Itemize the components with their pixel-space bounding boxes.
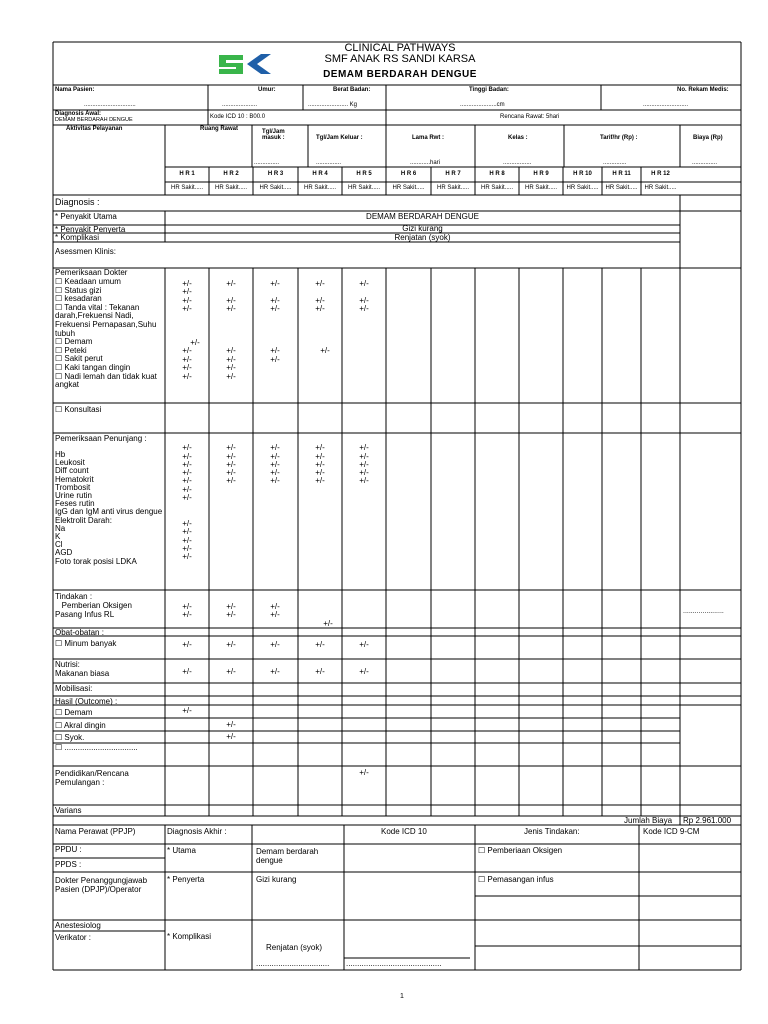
label-aktivitas-pelayanan: Aktivitas Pelayanan [66,126,123,132]
plus-minus-mark[interactable]: +/- [359,452,369,461]
plus-minus-mark[interactable]: +/- [270,468,280,477]
kode-icd-10: Kode ICD 10 : B00.0 [210,114,266,120]
value-komplikasi: Renjatan (syok) [394,233,451,242]
plus-minus-mark[interactable]: +/- [182,485,192,494]
field-tarif[interactable]: .............. [603,160,627,166]
day-sakit-field-12[interactable]: HR Sakit..... [644,185,677,191]
label-obat: Obat-obatan : [55,628,104,637]
label-asesmen-klinis: Asessmen Klinis: [55,247,116,256]
plus-minus-mark[interactable]: +/- [226,304,236,313]
value-diagnosis-awal: DEMAM BERDARAH DENGUE [55,117,133,123]
day-header-6: H R 6 [400,171,417,177]
plus-minus-mark[interactable]: +/- [315,667,325,676]
field-tinggi[interactable]: ......................cm [460,102,505,108]
plus-minus-mark[interactable]: +/- [182,706,192,715]
plus-minus-mark[interactable]: +/- [320,346,330,355]
plus-minus-mark[interactable]: +/- [226,443,236,452]
day-sakit-field-11[interactable]: HR Sakit..... [605,185,638,191]
plus-minus-mark[interactable]: +/- [182,667,192,676]
field-tgl-masuk[interactable]: ............... [254,160,280,166]
plus-minus-mark[interactable]: +/- [323,619,333,628]
plus-minus-mark[interactable]: +/- [359,667,369,676]
plus-minus-mark[interactable]: +/- [182,296,192,305]
day-sakit-field-8[interactable]: HR Sakit..... [480,185,513,191]
label-ruang-rawat: Ruang Rawat [200,126,239,132]
day-header-9: H R 9 [533,171,549,177]
list-pemeriksaan-penunjang: Hb Leukosit Diff count Hematokrit Trombosit Urine rutin Feses rutin IgG dan IgM anti virus dengue Elektrolit Darah: Na K Cl AGD Foto torak posisi LDKA [55,450,163,566]
label-ppds: PPDS : [55,860,82,869]
day-sakit-field-2[interactable]: HR Sakit..... [214,185,247,191]
plus-minus-mark[interactable]: +/- [359,768,369,777]
plus-minus-mark[interactable]: +/- [226,452,236,461]
plus-minus-mark[interactable]: +/- [315,443,325,452]
plus-minus-mark[interactable]: +/- [270,602,280,611]
label-syok: ☐ Syok. [55,733,85,742]
plus-minus-mark[interactable]: +/- [182,527,192,536]
plus-minus-mark[interactable]: +/- [182,346,192,355]
plus-minus-mark[interactable]: +/- [270,460,280,469]
day-sakit-field-4[interactable]: HR Sakit..... [303,185,336,191]
label-nama-perawat: Nama Perawat (PPJP) [55,827,136,836]
plus-minus-mark[interactable]: +/- [270,476,280,485]
plus-minus-mark[interactable]: +/- [270,304,280,313]
label-nama-pasien: Nama Pasien: [55,87,95,93]
label-berat: Berat Badan: [333,87,371,93]
field-tgl-keluar[interactable]: ............... [316,160,342,166]
label-mobilisasi: Mobilisasi: [55,684,93,693]
label-komplikasi-footer: * Komplikasi [167,932,212,941]
day-sakit-field-3[interactable]: HR Sakit..... [259,185,292,191]
label-penyerta: * Penyerta [167,875,205,884]
plus-minus-mark[interactable]: +/- [359,296,369,305]
title-disease: DEMAM BERDARAH DENGUE [323,69,477,80]
field-hasil-lain[interactable]: ☐ ................................. [55,743,138,752]
value-penyerta: Gizi kurang [256,875,297,884]
plus-minus-mark[interactable]: +/- [359,476,369,485]
day-header-5: H R 5 [356,171,372,177]
plus-minus-mark[interactable]: +/- [182,443,192,452]
plus-minus-mark[interactable]: +/- [182,544,192,553]
plus-minus-mark[interactable]: +/- [270,610,280,619]
field-tindakan-biaya[interactable]: ..................... [683,608,724,615]
plus-minus-mark[interactable]: +/- [182,468,192,477]
day-header-11: H R 11 [612,171,631,177]
plus-minus-mark[interactable]: +/- [190,338,200,347]
field-rekam-medis[interactable]: ........................... [643,102,689,108]
label-pemeriksaan-dokter: Pemeriksaan Dokter [55,268,128,277]
plus-minus-mark[interactable]: +/- [182,610,192,619]
plus-minus-mark[interactable]: +/- [226,363,236,372]
label-biaya: Biaya (Rp) [693,135,723,141]
plus-minus-mark[interactable]: +/- [226,279,236,288]
label-pendidikan: Pendidikan/Rencana Pemulangan : [55,769,129,787]
plus-minus-mark[interactable]: +/- [315,476,325,485]
day-header-12: H R 12 [651,171,670,177]
label-tgl-keluar: Tgl/Jam Keluar : [316,135,363,141]
plus-minus-mark[interactable]: +/- [226,355,236,364]
plus-minus-mark[interactable]: +/- [226,732,236,741]
plus-minus-mark[interactable]: +/- [359,304,369,313]
label-tarif: Tarif/hr (Rp) : [600,135,638,141]
plus-minus-mark[interactable]: +/- [182,452,192,461]
field-lama-rawat[interactable]: ............hari [410,160,441,166]
plus-minus-mark[interactable]: +/- [182,536,192,545]
plus-minus-mark[interactable]: +/- [226,468,236,477]
plus-minus-mark[interactable]: +/- [359,640,369,649]
plus-minus-mark[interactable]: +/- [182,363,192,372]
hospital-logo [217,52,279,76]
plus-minus-mark[interactable]: +/- [270,667,280,676]
label-lama-rawat: Lama Rwt : [412,135,445,141]
plus-minus-mark[interactable]: +/- [182,476,192,485]
day-header-4: H R 4 [312,171,328,177]
label-verikator: Verikator : [55,933,92,942]
day-header-2: H R 2 [223,171,239,177]
title-department: SMF ANAK RS SANDI KARSA [324,53,476,65]
label-pemeriksaan-penunjang: Pemeriksaan Penunjang : [55,434,147,443]
day-header-10: H R 10 [573,171,592,177]
plus-minus-mark[interactable]: +/- [182,552,192,561]
plus-minus-mark[interactable]: +/- [182,519,192,528]
plus-minus-mark[interactable]: +/- [182,493,192,502]
title-clinical-pathways: CLINICAL PATHWAYS [344,42,456,54]
day-sakit-field-9[interactable]: HR Sakit..... [524,185,557,191]
label-hasil: Hasil (Outcome) : [55,697,118,706]
label-diagnosis-awal: Diagnosis Awal: [55,111,102,117]
field-footer-dots-2[interactable]: ........................................... [346,959,442,968]
label-makanan-biasa: Makanan biasa [55,669,110,678]
label-demam: ☐ Demam [55,708,93,717]
day-header-3: H R 3 [267,171,284,177]
plus-minus-mark[interactable]: +/- [270,443,280,452]
plus-minus-mark[interactable]: +/- [226,667,236,676]
plus-minus-mark[interactable]: +/- [315,460,325,469]
label-utama: * Utama [167,846,196,855]
plus-minus-mark[interactable]: +/- [359,443,369,452]
field-nama-pasien[interactable]: ............................... [84,102,136,108]
value-penyakit-penyerta: Gizi kurang [402,224,443,233]
label-tinggi: Tinggi Badan: [469,87,509,93]
list-tindakan: Pemberian Oksigen Pasang Infus RL [55,601,132,619]
plus-minus-mark[interactable]: +/- [226,602,236,611]
day-header-7: H R 7 [445,171,461,177]
label-pemberian-oksigen: ☐ Pemberiaan Oksigen [478,846,563,855]
label-kode-icd10: Kode ICD 10 [381,827,427,836]
label-kelas: Kelas : [508,135,528,141]
plus-minus-mark[interactable]: +/- [270,355,280,364]
plus-minus-mark[interactable]: +/- [270,346,280,355]
plus-minus-mark[interactable]: +/- [182,355,192,364]
plus-minus-mark[interactable]: +/- [315,640,325,649]
label-penyakit-penyerta: * Penyakit Penyerta [55,225,126,234]
label-dpjp: Dokter Penanggungjawab Pasien (DPJP)/Operator [55,876,148,894]
plus-minus-mark[interactable]: +/- [226,476,236,485]
plus-minus-mark[interactable]: +/- [226,296,236,305]
label-umur: Umur: [258,87,276,93]
value-utama: Demam berdarah dengue [256,847,319,865]
label-nutrisi: Nutrisi: [55,660,80,669]
label-penyakit-utama: * Penyakit Utama [55,212,117,221]
plus-minus-mark[interactable]: +/- [226,372,236,381]
day-sakit-field-5[interactable]: HR Sakit..... [347,185,380,191]
plus-minus-mark[interactable]: +/- [315,304,325,313]
label-konsultasi: ☐ Konsultasi [55,405,102,414]
label-ppdu: PPDU : [55,845,82,854]
plus-minus-mark[interactable]: +/- [226,720,236,729]
field-kelas[interactable]: ................. [503,160,532,166]
plus-minus-mark[interactable]: +/- [182,372,192,381]
label-kode-icd9: Kode ICD 9-CM [643,827,700,836]
field-footer-dots-1[interactable]: ................................. [256,959,330,968]
day-sakit-field-1[interactable]: HR Sakit..... [170,185,203,191]
value-penyakit-utama: DEMAM BERDARAH DENGUE [366,212,479,221]
plus-minus-mark[interactable]: +/- [182,602,192,611]
plus-minus-mark[interactable]: +/- [359,468,369,477]
label-tindakan: Tindakan : [55,592,93,601]
plus-minus-mark[interactable]: +/- [226,460,236,469]
label-varians: Varians [55,806,82,815]
day-sakit-field-10[interactable]: HR Sakit..... [566,185,599,191]
list-pemeriksaan-dokter: ☐ Keadaan umum ☐ Status gizi ☐ kesadaran ☐ Tanda vital : Tekanan darah,Frekuensi Nadi, Frekuensi Pernapasan,Suhu tubuh ☐ Demam ☐ Peteki ☐ Sakit perut ☐ Kaki tangan dingin ☐ Nadi lemah dan tidak kuat angkat [55,277,157,390]
day-sakit-field-6[interactable]: HR Sakit..... [392,185,425,191]
plus-minus-mark[interactable]: +/- [226,640,236,649]
label-diagnosis-akhir: Diagnosis Akhir : [167,827,227,836]
label-pemasangan-infus: ☐ Pemasangan infus [478,875,554,884]
plus-minus-mark[interactable]: +/- [182,460,192,469]
plus-minus-mark[interactable]: +/- [182,304,192,313]
field-biaya[interactable]: ............... [692,160,718,166]
day-sakit-field-7[interactable]: HR Sakit..... [436,185,469,191]
plus-minus-mark[interactable]: +/- [270,452,280,461]
field-umur[interactable]: ..................... [222,102,258,108]
label-akral-dingin: ☐ Akral dingin [55,721,106,730]
day-header-1: H R 1 [179,171,195,177]
label-komplikasi: * Komplikasi [55,233,100,242]
label-minum-banyak: ☐ Minum banyak [55,639,117,648]
plus-minus-mark[interactable]: +/- [226,346,236,355]
plus-minus-mark[interactable]: +/- [315,452,325,461]
plus-minus-mark[interactable]: +/- [270,279,280,288]
label-jenis-tindakan: Jenis Tindakan: [524,827,580,836]
label-tgl-masuk: Tgl/Jam masuk : [262,129,285,141]
plus-minus-mark[interactable]: +/- [182,287,192,296]
plus-minus-mark[interactable]: +/- [315,296,325,305]
rencana-rawat: Rencana Rawat: 5hari [500,114,560,120]
plus-minus-mark[interactable]: +/- [359,279,369,288]
value-komplikasi-footer: Renjatan (syok) [266,943,323,952]
plus-minus-mark[interactable]: +/- [182,279,192,288]
plus-minus-mark[interactable]: +/- [270,296,280,305]
field-berat[interactable]: ........................ Kg [308,102,358,108]
plus-minus-mark[interactable]: +/- [315,279,325,288]
plus-minus-mark[interactable]: +/- [226,610,236,619]
plus-minus-mark[interactable]: +/- [270,640,280,649]
label-anestesiolog: Anestesiolog [55,921,101,930]
plus-minus-mark[interactable]: +/- [315,468,325,477]
value-jumlah-biaya: Rp 2.961.000 [683,816,732,825]
page-number: 1 [400,993,404,1000]
label-diagnosis: Diagnosis : [55,197,100,207]
plus-minus-mark[interactable]: +/- [182,640,192,649]
plus-minus-mark[interactable]: +/- [359,460,369,469]
label-rekam-medis: No. Rekam Medis: [677,87,729,93]
day-header-8: H R 8 [489,171,505,177]
label-jumlah-biaya: Jumlah Biaya [624,816,673,825]
